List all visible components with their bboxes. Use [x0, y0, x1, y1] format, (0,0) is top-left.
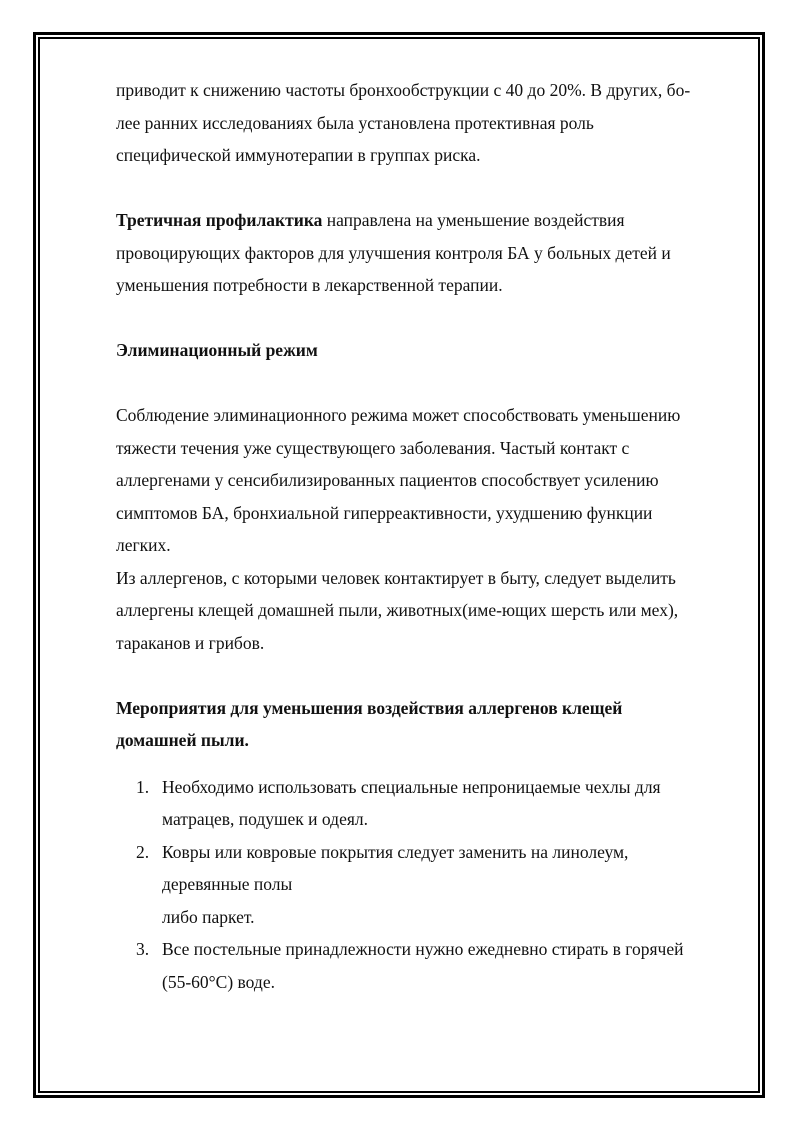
- text-line: (55-60°С) воде.: [162, 971, 275, 992]
- text-line: Ковры или ковровые покрытия следует заменить на линолеум,: [162, 841, 629, 862]
- paragraph-elimination: [116, 399, 736, 659]
- text-line: направлена на уменьшение воздействия: [322, 210, 625, 230]
- heading-line: Мероприятия для уменьшения воздействия аллергенов клещей: [116, 697, 623, 718]
- list-item: [116, 836, 736, 934]
- text-line: аллергены клещей домашней пыли, животных(име-ющих шерсть или мех),: [116, 600, 679, 620]
- section-heading-measures: [116, 692, 736, 757]
- text-line: уменьшения потребности в лекарственной терапии.: [116, 275, 503, 295]
- list-item: [116, 933, 736, 998]
- paragraph-continuation: [116, 74, 736, 172]
- term-tertiary-prevention: Третичная профилактика: [116, 210, 323, 230]
- text-line: тяжести течения уже существующего заболевания. Частый контакт с: [116, 437, 630, 458]
- text-line: Из аллергенов, с которыми человек контактирует в быту, следует выделить: [116, 567, 676, 588]
- section-heading-elimination: Элиминационный режим: [116, 340, 318, 360]
- list-number: 2.: [136, 841, 150, 862]
- text-line: специфической иммунотерапии в группах риска.: [116, 145, 481, 165]
- text-line: приводит к снижению частоты бронхообструкции с 40 до 20%. В других, бо-: [116, 80, 691, 100]
- text-line: Все постельные принадлежности нужно ежедневно стирать в горячей: [162, 939, 684, 959]
- text-line: лее ранних исследованиях была установлена протективная роль: [116, 112, 594, 133]
- text-line: Необходимо использовать специальные непроницаемые чехлы для: [162, 776, 661, 797]
- text-line: легких.: [116, 535, 171, 555]
- list-item: [116, 771, 736, 836]
- text-line: аллергенами у сенсибилизированных пациентов способствует усилению: [116, 470, 659, 490]
- text-line: Соблюдение элиминационного режима может способствовать уменьшению: [116, 405, 681, 425]
- text-line: матрацев, подушек и одеял.: [162, 809, 368, 829]
- list-number: 3.: [136, 939, 150, 959]
- list-number: 1.: [136, 776, 150, 797]
- text-line: симптомов БА, бронхиальной гиперреактивности, ухудшению функции: [116, 502, 653, 523]
- text-line: провоцирующих факторов для улучшения контроля БА у больных детей и: [116, 242, 671, 263]
- heading-line: домашней пыли.: [116, 730, 249, 750]
- text-line: тараканов и грибов.: [116, 632, 265, 653]
- text-line: деревянные полы: [162, 874, 293, 894]
- text-line: либо паркет.: [162, 906, 255, 927]
- paragraph-tertiary-prevention: [116, 204, 736, 302]
- document-body: [116, 74, 736, 998]
- measures-list: [116, 771, 736, 999]
